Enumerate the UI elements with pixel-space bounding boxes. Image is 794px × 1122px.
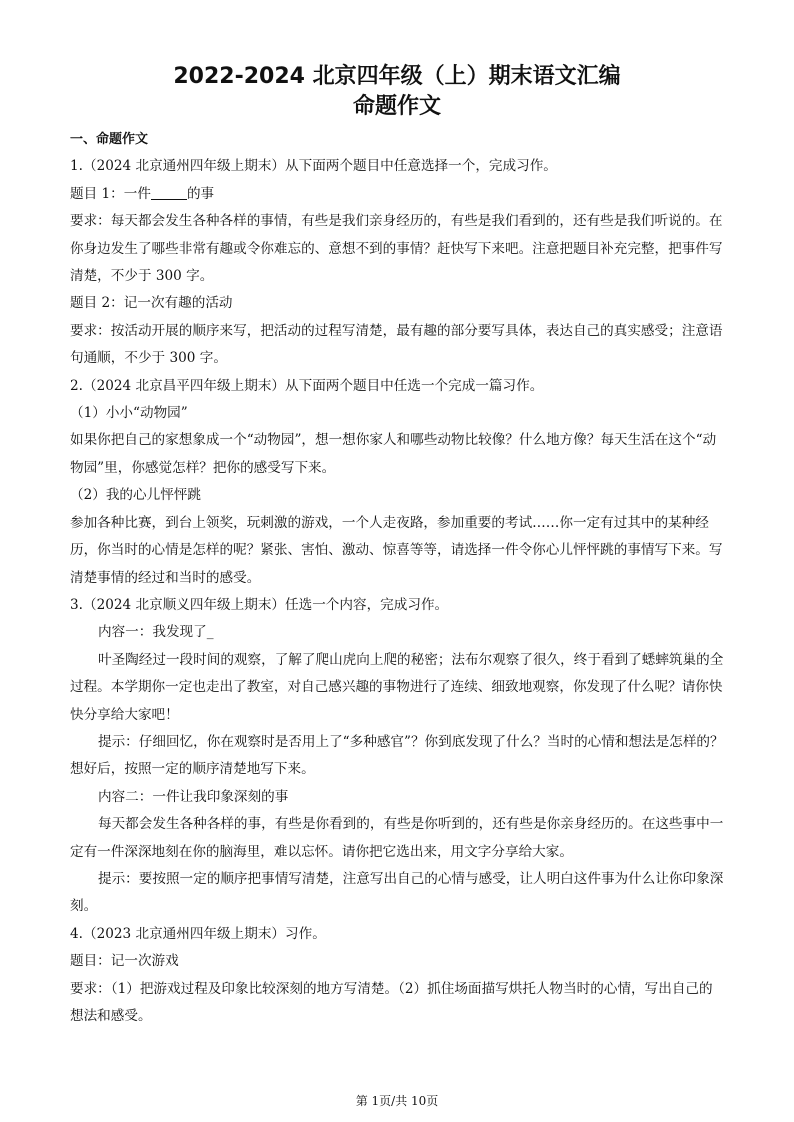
- document-title: 2022-2024 北京四年级（上）期末语文汇编: [173, 64, 621, 89]
- question-2-option-1: （1）小小“动物园”: [70, 405, 188, 422]
- question-3-stem: 3.（2024 北京顺义四年级上期末）任选一个内容，完成习作。: [70, 596, 449, 613]
- topic-1-suffix: 的事: [186, 185, 215, 202]
- fill-blank: [151, 185, 187, 200]
- topic-1-prefix: 题目 1：一件: [70, 185, 151, 202]
- question-1-topic-2: 题目 2：记一次有趣的活动: [70, 295, 233, 312]
- question-4-topic: 题目：记一次游戏: [70, 953, 179, 970]
- question-2-option-2: （2）我的心儿怦怦跳: [70, 487, 201, 504]
- question-3-content-2: 内容二：一件让我印象深刻的事: [98, 788, 289, 805]
- question-1-topic-1: [70, 181, 726, 208]
- question-2-option-2-text: 参加各种比赛，到台上领奖，玩刺激的游戏，一个人走夜路，参加重要的考试……你一定有过其中的某种经历，你当时的心情是怎样的呢？紧张、害怕、激动、惊喜等等，请选择一件令你心儿怦怦跳的事情写下来。写清楚事情的经过和当时的感受。: [70, 514, 723, 586]
- question-3-content-2-tip: 提示：要按照一定的顺序把事情写清楚，注意写出自己的心情与感受，让人明白这件事为什么让你印象深刻。: [70, 870, 724, 915]
- section-heading: 一、命题作文: [70, 132, 149, 147]
- question-3-content-1-text: 叶圣陶经过一段时间的观察，了解了爬山虎向上爬的秘密；法布尔观察了很久，终于看到了蟋蟀筑巢的全过程。本学期你一定也走出了教室，对自己感兴趣的事物进行了连续、细致地观察，你发现了什么呢？请你快快分享给大家吧！: [70, 651, 724, 723]
- question-3-content-2-text: 每天都会发生各种各样的事，有些是你看到的，有些是你听到的，还有些是你亲身经历的。在这些事中一定有一件深深地刻在你的脑海里，难以忘怀。请你把它选出来，用文字分享给大家。: [70, 816, 724, 860]
- question-2-stem: 2.（2024 北京昌平四年级上期末）从下面两个题目中任选一个完成一篇习作。: [70, 377, 544, 394]
- question-2-option-1-text: 如果你把自己的家想象成一个“动物园”，想一想你家人和哪些动物比较像？什么地方像？每天生活在这个“动物园”里，你感觉怎样？把你的感受写下来。: [70, 432, 717, 476]
- document-subtitle: 命题作文: [352, 94, 441, 119]
- question-3-content-1-tip: 提示：仔细回忆，你在观察时是否用上了“多种感官”？你到底发现了什么？当时的心情和想法是怎样的？想好后，按照一定的顺序清楚地写下来。: [70, 733, 724, 778]
- question-3-content-1: 内容一：我发现了_: [98, 624, 214, 641]
- question-1-requirement-1: 要求：每天都会发生各种各样的事情，有些是我们亲身经历的，有些是我们看到的，还有些是我们听说的。在你身边发生了哪些非常有趣或令你难忘的、意想不到的事情？赶快写下来吧。注意把题目补充完整，把事件写清楚，不少于 300 字。: [70, 213, 723, 285]
- document-body: [70, 126, 726, 1030]
- question-4-requirement: 要求：（1）把游戏过程及印象比较深刻的地方写清楚。（2）抓住场面描写烘托人物当时的心情，写出自己的想法和感受。: [70, 980, 713, 1024]
- question-4-stem: 4.（2023 北京通州四年级上期末）习作。: [70, 925, 326, 942]
- question-1-stem: 1.（2024 北京通州四年级上期末）从下面两个题目中任意选择一个，完成习作。: [70, 158, 557, 175]
- page-number: 第 1页/共 10页: [355, 1094, 439, 1108]
- question-1-requirement-2: 要求：按活动开展的顺序来写，把活动的过程写清楚，最有趣的部分要写具体，表达自己的真实感受；注意语句通顺，不少于 300 字。: [70, 322, 723, 367]
